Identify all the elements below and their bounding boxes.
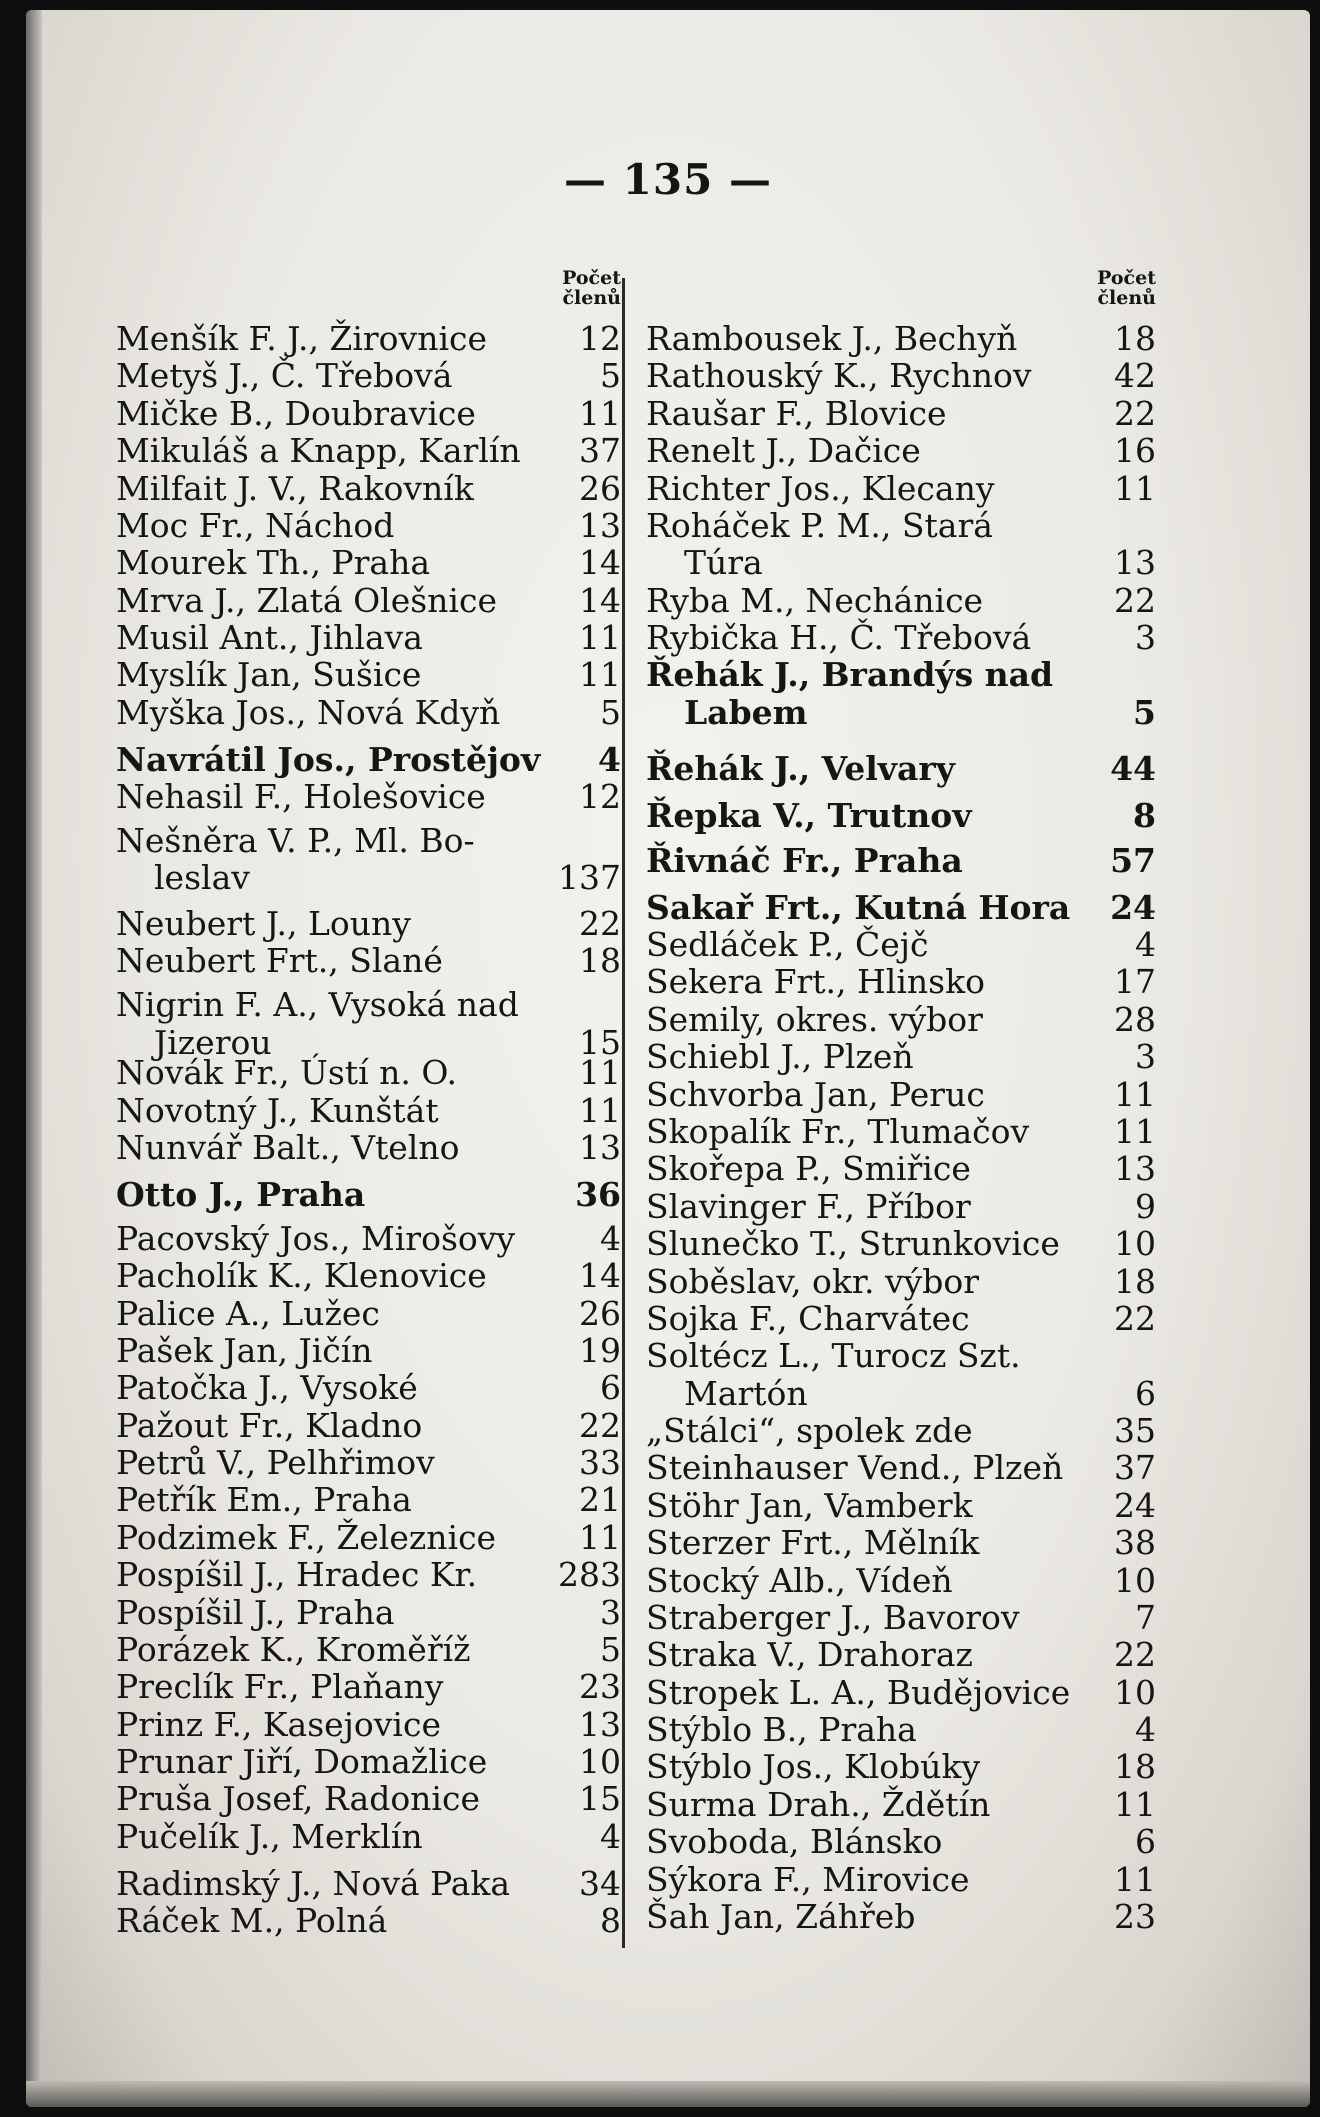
entry-name: Řehák J., Velvary <box>646 749 955 788</box>
entry-name: Martón <box>684 1374 808 1413</box>
entry-name: Milfait J. V., Rakovník <box>116 469 474 508</box>
entry-member-count: 5 <box>600 1630 621 1669</box>
entry-name: Nunvář Balt., Vtelno <box>116 1128 460 1167</box>
entry-member-count: 3 <box>1135 618 1156 657</box>
entry-name: Navrátil Jos., Prostějov <box>116 740 541 779</box>
entry-name: Řepka V., Trutnov <box>646 796 972 835</box>
entry-name: Sedláček P., Čejč <box>646 925 929 964</box>
entry-member-count: 24 <box>1114 1486 1156 1525</box>
entry-member-count: 42 <box>1114 356 1156 395</box>
entry-name: Sakař Frt., Kutná Hora <box>646 888 1071 927</box>
entry-name: Raušar F., Blovice <box>646 394 947 433</box>
entry-name: Stocký Alb., Vídeň <box>646 1561 953 1600</box>
entry-member-count: 34 <box>579 1864 621 1903</box>
entry-name: Labem <box>684 693 808 732</box>
entry-name: Surma Drah., Ždětín <box>646 1785 991 1824</box>
entry-name: Túra <box>684 543 763 582</box>
entry-member-count: 8 <box>600 1901 621 1940</box>
left-column-header-line2: členů <box>562 287 621 309</box>
entry-member-count: 22 <box>579 1406 621 1445</box>
entry-name: Semily, okres. výbor <box>646 1000 983 1039</box>
entry-name: Šah Jan, Záhřeb <box>646 1897 916 1936</box>
entry-name: Stýblo Jos., Klobúky <box>646 1747 981 1786</box>
page-number: — 135 — <box>564 155 772 204</box>
entry-member-count: 5 <box>600 693 621 732</box>
entry-name: Novotný J., Kunštát <box>116 1091 439 1130</box>
entry-name: Myslík Jan, Sušice <box>116 655 422 694</box>
entry-member-count: 21 <box>579 1480 621 1519</box>
entry-name: Petřík Em., Praha <box>116 1480 412 1519</box>
entry-member-count: 11 <box>1114 1112 1156 1151</box>
page-bottom-shadow <box>26 2081 1310 2107</box>
entry-member-count: 22 <box>1114 1299 1156 1338</box>
entry-member-count: 4 <box>598 740 621 779</box>
entry-member-count: 13 <box>1114 543 1156 582</box>
entry-member-count: 18 <box>1114 1747 1156 1786</box>
entry-name: Nešněra V. P., Ml. Bo- <box>116 821 475 860</box>
entry-name: Musil Ant., Jihlava <box>116 618 423 657</box>
entry-name: Řehák J., Brandýs nad <box>646 655 1054 694</box>
entry-name: Otto J., Praha <box>116 1175 366 1214</box>
entry-name: Ráček M., Polná <box>116 1901 388 1940</box>
entry-member-count: 22 <box>1114 581 1156 620</box>
entry-member-count: 14 <box>579 581 621 620</box>
entry-member-count: 283 <box>558 1555 621 1594</box>
entry-member-count: 22 <box>1114 1635 1156 1674</box>
entry-name: Pospíšil J., Praha <box>116 1593 395 1632</box>
entry-name: Petrů V., Pelhřimov <box>116 1443 435 1482</box>
entry-name: Slavinger F., Příbor <box>646 1187 971 1226</box>
entry-member-count: 9 <box>1135 1187 1156 1226</box>
entry-name: Řivnáč Fr., Praha <box>646 841 963 880</box>
left-column-header-line1: Počet <box>562 267 621 289</box>
entry-member-count: 24 <box>1110 888 1156 927</box>
entry-member-count: 23 <box>579 1667 621 1706</box>
entry-member-count: 44 <box>1110 749 1156 788</box>
entry-name: Radimský J., Nová Paka <box>116 1864 511 1903</box>
entry-name: Slunečko T., Strunkovice <box>646 1224 1060 1263</box>
entry-member-count: 10 <box>1114 1224 1156 1263</box>
entry-member-count: 22 <box>1114 394 1156 433</box>
entry-member-count: 36 <box>575 1175 621 1214</box>
entry-name: Metyš J., Č. Třebová <box>116 356 453 395</box>
entry-name: Mrva J., Zlatá Olešnice <box>116 581 497 620</box>
entry-member-count: 12 <box>579 777 621 816</box>
entry-member-count: 15 <box>579 1023 621 1062</box>
entry-member-count: 11 <box>579 1518 621 1557</box>
right-column-header-line1: Počet <box>1097 267 1156 289</box>
entry-member-count: 11 <box>1114 1860 1156 1899</box>
entry-name: Skopalík Fr., Tlumačov <box>646 1112 1030 1151</box>
entry-member-count: 10 <box>1114 1673 1156 1712</box>
entry-member-count: 18 <box>1114 1262 1156 1301</box>
page-left-shadow <box>26 10 42 2107</box>
entry-member-count: 13 <box>579 506 621 545</box>
entry-member-count: 11 <box>579 394 621 433</box>
entry-name: Nehasil F., Holešovice <box>116 777 486 816</box>
entry-name: Schiebl J., Plzeň <box>646 1037 914 1076</box>
left-column-header <box>562 268 621 308</box>
entry-name: Neubert Frt., Slané <box>116 941 443 980</box>
entry-name: Menšík F. J., Žirovnice <box>116 319 488 358</box>
entry-member-count: 28 <box>1114 1000 1156 1039</box>
entry-member-count: 3 <box>600 1593 621 1632</box>
entry-member-count: 13 <box>1114 1149 1156 1188</box>
entry-name: Palice A., Lužec <box>116 1294 380 1333</box>
entry-member-count: 23 <box>1114 1897 1156 1936</box>
entry-name: Svoboda, Blánsko <box>646 1822 943 1861</box>
entry-name: Sojka F., Charvátec <box>646 1299 970 1338</box>
entry-member-count: 22 <box>579 904 621 943</box>
entry-name: Soltécz L., Turocz Szt. <box>646 1336 1021 1375</box>
entry-member-count: 11 <box>579 618 621 657</box>
entry-name: Straka V., Drahoraz <box>646 1635 973 1674</box>
entry-name: Pučelík J., Merklín <box>116 1817 423 1856</box>
entry-name: Skořepa P., Smiřice <box>646 1149 971 1188</box>
entry-name: Roháček P. M., Stará <box>646 506 993 545</box>
entry-member-count: 4 <box>600 1219 621 1258</box>
entry-name: Stýblo B., Praha <box>646 1710 917 1749</box>
entry-member-count: 137 <box>558 858 621 897</box>
entry-member-count: 14 <box>579 543 621 582</box>
entry-member-count: 37 <box>1114 1448 1156 1487</box>
entry-name: Rybička H., Č. Třebová <box>646 618 1032 657</box>
entry-name: Nigrin F. A., Vysoká nad <box>116 985 519 1024</box>
entry-name: Moc Fr., Náchod <box>116 506 395 545</box>
entry-name: Soběslav, okr. výbor <box>646 1262 980 1301</box>
entry-name: Pacholík K., Klenovice <box>116 1256 487 1295</box>
entry-member-count: 11 <box>1114 1075 1156 1114</box>
entry-member-count: 5 <box>1133 693 1156 732</box>
entry-member-count: 10 <box>579 1742 621 1781</box>
entry-name: Pašek Jan, Jičín <box>116 1331 373 1370</box>
entry-member-count: 11 <box>1114 1785 1156 1824</box>
entry-name: Neubert J., Louny <box>116 904 411 943</box>
entry-name: Myška Jos., Nová Kdyň <box>116 693 501 732</box>
entry-name: Prinz F., Kasejovice <box>116 1705 441 1744</box>
entry-name: Mičke B., Doubravice <box>116 394 476 433</box>
book-page <box>26 10 1310 2107</box>
entry-member-count: 6 <box>1135 1822 1156 1861</box>
entry-member-count: 11 <box>579 1091 621 1130</box>
entry-name: Stöhr Jan, Vamberk <box>646 1486 973 1525</box>
entry-name: Sterzer Frt., Mělník <box>646 1523 980 1562</box>
entry-name: Porázek K., Kroměříž <box>116 1630 471 1669</box>
entry-member-count: 14 <box>579 1256 621 1295</box>
entry-member-count: 13 <box>579 1128 621 1167</box>
entry-name: Ryba M., Nechánice <box>646 581 984 620</box>
entry-name: Pacovský Jos., Mirošovy <box>116 1219 516 1258</box>
entry-name: Stropek L. A., Budějovice <box>646 1673 1071 1712</box>
entry-member-count: 3 <box>1135 1037 1156 1076</box>
entry-name: Mikuláš a Knapp, Karlín <box>116 431 521 470</box>
entry-member-count: 33 <box>579 1443 621 1482</box>
entry-name: Pruša Josef, Radonice <box>116 1779 480 1818</box>
entry-member-count: 6 <box>600 1368 621 1407</box>
entry-name: Richter Jos., Klecany <box>646 469 995 508</box>
entry-member-count: 35 <box>1114 1411 1156 1450</box>
entry-member-count: 5 <box>600 356 621 395</box>
entry-member-count: 7 <box>1135 1598 1156 1637</box>
entry-name: Rathouský K., Rychnov <box>646 356 1032 395</box>
entry-name: Novák Fr., Ústí n. O. <box>116 1053 457 1092</box>
entry-name: leslav <box>154 858 250 897</box>
entry-name: Sekera Frt., Hlinsko <box>646 962 985 1001</box>
entry-member-count: 11 <box>1114 469 1156 508</box>
entry-member-count: 4 <box>1135 925 1156 964</box>
entry-member-count: 19 <box>579 1331 621 1370</box>
entry-name: Preclík Fr., Plaňany <box>116 1667 444 1706</box>
entry-name: „Stálci“, spolek zde <box>646 1411 973 1450</box>
right-column-header-line2: členů <box>1097 287 1156 309</box>
entry-name: Rambousek J., Bechyň <box>646 319 1018 358</box>
entry-name: Sýkora F., Mirovice <box>646 1860 970 1899</box>
entry-name: Pažout Fr., Kladno <box>116 1406 423 1445</box>
entry-member-count: 26 <box>579 1294 621 1333</box>
entry-name: Schvorba Jan, Peruc <box>646 1075 985 1114</box>
right-column-header <box>1097 268 1156 308</box>
entry-name: Mourek Th., Praha <box>116 543 431 582</box>
entry-member-count: 37 <box>579 431 621 470</box>
entry-member-count: 4 <box>600 1817 621 1856</box>
entry-member-count: 17 <box>1114 962 1156 1001</box>
entry-member-count: 15 <box>579 1779 621 1818</box>
entry-member-count: 18 <box>579 941 621 980</box>
entry-member-count: 16 <box>1114 431 1156 470</box>
entry-member-count: 8 <box>1133 796 1156 835</box>
entry-name: Jizerou <box>154 1023 272 1062</box>
entry-name: Renelt J., Dačice <box>646 431 921 470</box>
entry-name: Pospíšil J., Hradec Kr. <box>116 1555 478 1594</box>
entry-name: Prunar Jiří, Domažlice <box>116 1742 488 1781</box>
entry-member-count: 13 <box>579 1705 621 1744</box>
entry-member-count: 4 <box>1135 1710 1156 1749</box>
entry-name: Steinhauser Vend., Plzeň <box>646 1448 1064 1487</box>
entry-member-count: 38 <box>1114 1523 1156 1562</box>
entry-member-count: 11 <box>579 1053 621 1092</box>
entry-member-count: 6 <box>1135 1374 1156 1413</box>
entry-member-count: 18 <box>1114 319 1156 358</box>
entry-name: Straberger J., Bavorov <box>646 1598 1020 1637</box>
column-divider <box>622 278 625 1948</box>
entry-name: Podzimek F., Železnice <box>116 1518 497 1557</box>
entry-name: Patočka J., Vysoké <box>116 1368 418 1407</box>
entry-member-count: 57 <box>1110 841 1156 880</box>
entry-member-count: 11 <box>579 655 621 694</box>
entry-member-count: 12 <box>579 319 621 358</box>
entry-member-count: 26 <box>579 469 621 508</box>
entry-member-count: 10 <box>1114 1561 1156 1600</box>
